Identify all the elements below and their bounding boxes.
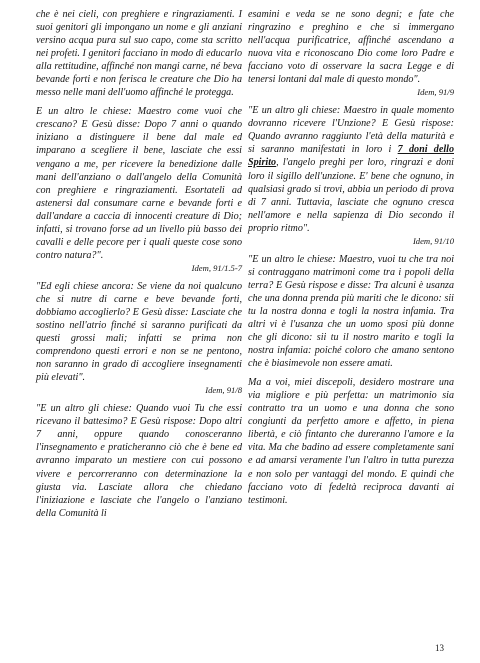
paragraph-better-way: Ma a voi, miei discepoli, desidero mostrare una via migliore e più perfetta: un matrimonio sia contratto tra un uomo e una donna che sono congiunti da perfetto amore e affetto, in piena libertà, e ciò fintanto che dureranno l'amore e la vita. Ma che badino ad essere completamente sani e ad amarsi veramente l'un l'altro in tutta purezza e non solo per vantaggi del mondo. E quindi che facciano voto di fedeltà reciproca davanti ai testimoni. (248, 377, 454, 506)
citation-ref: Idem, 91/1.5-7 (191, 262, 242, 273)
paragraph-naming-children: che è nei cieli, con preghiere e ringraziamenti. I suoi genitori gli impongano un nome e gli anziani versino acqua pura sul suo capo, come sta scritto nei profeti. I genitori facciano in modo di educarlo alla rettitudine, affinché non mangi carne, né beva bevande forti e non ferisca le creature che Dio ha messo nelle mani dell'uomo affinché le protegga. (36, 9, 242, 99)
paragraph-how-they-grow: E un altro le chiese: Maestro come vuoi che crescano? E Gesù disse: Dopo 7 anni o quando iniziano a distinguere il bene dal male ed imparano a scegliere il bene, lasciate che essi vengano a me, per ricevere la benedizione dalle mani dell'anziano o dall'angelo della Comunità con preghiere e ringraziamenti. Esortateli ad astenersi dal consumare carne e bevande forti e dall'andare a caccia di innocenti creature di Dio; infatti, si trovano forse ad un livello più basso dei cavalli e delle pecore per i quali queste cose sono contro natura?". (36, 106, 242, 261)
left-column (36, 8, 242, 526)
page-number: 13 (435, 643, 444, 653)
paragraph-examination: esamini e veda se ne sono degni; e fate che ringrazino e preghino e che si immergano nell'acqua purificatrice, affinché ascendano a nuova vita e riconoscano Dio come loro Padre e facciano voto di osservare la sacra Legge e di tenersi lontani dal male di questo mondo". (248, 9, 454, 86)
unction-text-start: "E un altro gli chiese: Maestro in quale momento dovranno ricevere l'Unzione? E Gesù rispose: Quando avranno raggiunto l'età della maturità e si saranno manifestati in loro i (248, 105, 454, 156)
paragraph-marriage-question: "E un altro le chiese: Maestro, vuoi tu che tra noi si contraggano matrimoni come tra i popoli della terra? E Gesù rispose e disse: Tra alcuni è usanza che una donna prenda più mariti che le dicono: sii tu la nostra donna e togli la nostra infamia. Tra altri vi è l'usanza che un uomo sposi più donne che gli dicono: sii tu il nostro marito e togli la nostra infamia: poiché coloro che amano sentono che è biasimevole non essere amati. (248, 253, 454, 370)
citation-ref: Idem, 91/10 (412, 235, 454, 246)
citation-ref: Idem, 91/8 (205, 385, 242, 396)
right-column (248, 8, 454, 513)
seven-gifts-emphasis: 7 doni dello Spirito (248, 144, 454, 169)
paragraph-meat-eaters: "Ed egli chiese ancora: Se viene da noi qualcuno che si nutre di carne e beve bevande forti, dobbiamo accoglierlo? E Gesù disse: Lasciate che sostino nell'atrio finché si saranno purificati da questi grossi mali; infatti se prima non comprendono questi errori e non se ne pentono, non saranno in grado di accogliere insegnamenti più elevati". (36, 280, 242, 384)
citation-ref: Idem, 91/9 (417, 87, 454, 98)
paragraph-unction (248, 104, 454, 234)
paragraph-baptism: "E un altro gli chiese: Quando vuoi Tu che essi ricevano il battesimo? E Gesù rispose: Dopo altri 7 anni, oppure quando conosceranno l'insegnamento e praticheranno ciò che è bene ed avranno imparato un mestiere con cui possono vivere e percorreranno con determinazione la giusta via. Lasciate allora che chiedano l'iniziazione e lasciate che l'angelo o l'anziano della Comunità li (36, 403, 242, 519)
unction-text-end: , l'angelo preghi per loro, ringrazi e doni loro il sigillo dell'unzione. E' bene che ognuno, in qualsiasi grado si trovi, abbia un periodo di prova di 7 anni. Tuttavia, lasciate che ognuno cresca nell'amore e nella sapienza di Dio secondo il proprio ritmo". (248, 157, 454, 234)
